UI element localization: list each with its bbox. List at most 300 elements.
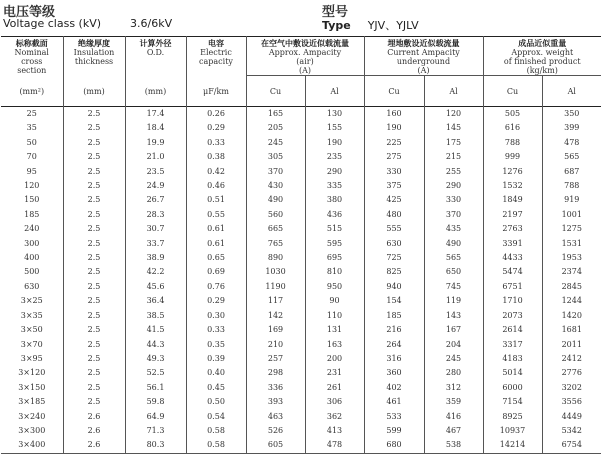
cell-section: 240	[1, 222, 63, 236]
col-group-air-cn: 在空气中敷设近似载流量	[261, 38, 349, 48]
cell-weight-cu: 3317	[483, 338, 542, 352]
cell-od: 49.3	[125, 352, 186, 366]
col-header-section	[1, 37, 63, 107]
table-row	[1, 208, 601, 222]
cell-underground-al: 467	[424, 424, 483, 438]
table-row	[1, 338, 601, 352]
cell-od: 30.7	[125, 222, 186, 236]
cell-air-cu: 165	[246, 107, 305, 122]
cell-insulation: 2.5	[63, 395, 125, 409]
cell-od: 24.9	[125, 179, 186, 193]
cell-od: 41.5	[125, 323, 186, 337]
table-row	[1, 424, 601, 438]
cell-underground-al: 215	[424, 150, 483, 164]
cell-underground-cu: 725	[364, 251, 424, 265]
cell-weight-al: 350	[542, 107, 601, 122]
cell-section: 50	[1, 136, 63, 150]
cell-underground-cu: 940	[364, 280, 424, 294]
cell-air-al: 90	[305, 294, 364, 308]
cell-air-al: 200	[305, 352, 364, 366]
cell-weight-cu: 10937	[483, 424, 542, 438]
cell-weight-al: 2845	[542, 280, 601, 294]
cell-underground-al: 745	[424, 280, 483, 294]
cell-capacity: 0.38	[186, 150, 246, 164]
cell-section: 70	[1, 150, 63, 164]
col-header-air-al: Al	[305, 76, 364, 107]
cell-air-cu: 305	[246, 150, 305, 164]
cell-air-al: 362	[305, 410, 364, 424]
cell-od: 17.4	[125, 107, 186, 122]
cell-insulation: 2.5	[63, 136, 125, 150]
col-header-section-en-3: section	[17, 66, 47, 75]
cell-capacity: 0.69	[186, 265, 246, 279]
table-row	[1, 165, 601, 179]
col-header-insulation-unit: (mm)	[83, 87, 105, 96]
cell-weight-al: 1001	[542, 208, 601, 222]
cell-air-al: 110	[305, 309, 364, 323]
col-header-underground-al: Al	[424, 76, 483, 107]
col-header-air-cu: Cu	[246, 76, 305, 107]
cell-air-cu: 526	[246, 424, 305, 438]
cell-air-cu: 169	[246, 323, 305, 337]
cell-weight-al: 1531	[542, 237, 601, 251]
cell-underground-al: 330	[424, 193, 483, 207]
cell-insulation: 2.5	[63, 237, 125, 251]
cell-weight-al: 788	[542, 179, 601, 193]
table-row	[1, 395, 601, 409]
cell-weight-cu: 1710	[483, 294, 542, 308]
cell-capacity: 0.30	[186, 309, 246, 323]
col-header-section-cn: 标称截面	[15, 38, 48, 48]
cell-weight-al: 1244	[542, 294, 601, 308]
cell-air-cu: 298	[246, 366, 305, 380]
cell-insulation: 2.6	[63, 410, 125, 424]
cell-underground-al: 255	[424, 165, 483, 179]
cell-underground-cu: 160	[364, 107, 424, 122]
cell-underground-al: 650	[424, 265, 483, 279]
cell-insulation: 2.5	[63, 165, 125, 179]
cell-capacity: 0.55	[186, 208, 246, 222]
table-row	[1, 150, 601, 164]
cell-air-al: 131	[305, 323, 364, 337]
cell-air-cu: 1030	[246, 265, 305, 279]
cell-weight-cu: 616	[483, 121, 542, 135]
cell-section: 25	[1, 107, 63, 122]
col-group-underground-en-2: underground	[396, 57, 451, 66]
cell-underground-cu: 375	[364, 179, 424, 193]
cell-od: 33.7	[125, 237, 186, 251]
cell-insulation: 2.6	[63, 438, 125, 453]
table-row	[1, 237, 601, 251]
voltage-class-label-en: Voltage class (kV)	[3, 17, 102, 30]
table-row	[1, 366, 601, 380]
cell-air-cu: 257	[246, 352, 305, 366]
cell-od: 28.3	[125, 208, 186, 222]
cell-air-cu: 210	[246, 338, 305, 352]
cell-capacity: 0.33	[186, 136, 246, 150]
cell-air-al: 695	[305, 251, 364, 265]
cell-weight-cu: 1532	[483, 179, 542, 193]
cell-underground-cu: 264	[364, 338, 424, 352]
cell-section: 3×50	[1, 323, 63, 337]
cell-section: 3×185	[1, 395, 63, 409]
table-row	[1, 438, 601, 453]
cell-insulation: 2.5	[63, 193, 125, 207]
cell-air-al: 261	[305, 381, 364, 395]
cell-insulation: 2.5	[63, 381, 125, 395]
cell-weight-al: 1681	[542, 323, 601, 337]
col-group-underground-cn: 埋地敷设近似载流量	[387, 38, 460, 48]
cell-underground-cu: 275	[364, 150, 424, 164]
col-header-weight-cu: Cu	[483, 76, 542, 107]
cell-underground-cu: 330	[364, 165, 424, 179]
cell-od: 38.5	[125, 309, 186, 323]
cell-section: 150	[1, 193, 63, 207]
col-header-insulation-en-2: thickness	[74, 57, 114, 66]
col-header-section-en-1: Nominal	[14, 48, 49, 57]
cell-section: 3×240	[1, 410, 63, 424]
cell-weight-al: 1275	[542, 222, 601, 236]
cell-underground-cu: 630	[364, 237, 424, 251]
cell-capacity: 0.65	[186, 251, 246, 265]
cell-air-al: 595	[305, 237, 364, 251]
cell-capacity: 0.61	[186, 222, 246, 236]
cell-weight-cu: 6751	[483, 280, 542, 294]
cell-weight-al: 2011	[542, 338, 601, 352]
cell-capacity: 0.58	[186, 424, 246, 438]
col-header-insulation	[63, 37, 125, 107]
cell-underground-al: 538	[424, 438, 483, 453]
cell-insulation: 2.5	[63, 352, 125, 366]
cell-capacity: 0.61	[186, 237, 246, 251]
col-group-underground	[364, 37, 483, 76]
cell-capacity: 0.33	[186, 323, 246, 337]
cell-underground-cu: 216	[364, 323, 424, 337]
cell-air-al: 231	[305, 366, 364, 380]
cell-weight-al: 1953	[542, 251, 601, 265]
cell-section: 630	[1, 280, 63, 294]
table-row	[1, 352, 601, 366]
cell-underground-cu: 680	[364, 438, 424, 453]
cell-weight-cu: 4433	[483, 251, 542, 265]
cell-section: 3×95	[1, 352, 63, 366]
cell-weight-cu: 999	[483, 150, 542, 164]
cell-section: 95	[1, 165, 63, 179]
table-row	[1, 222, 601, 236]
table-row	[1, 323, 601, 337]
cell-air-al: 190	[305, 136, 364, 150]
cell-underground-al: 490	[424, 237, 483, 251]
cell-air-al: 380	[305, 193, 364, 207]
cell-underground-cu: 480	[364, 208, 424, 222]
cell-underground-cu: 225	[364, 136, 424, 150]
cell-section: 3×120	[1, 366, 63, 380]
cell-air-cu: 370	[246, 165, 305, 179]
cell-section: 3×400	[1, 438, 63, 453]
col-header-capacity-cn: 电容	[208, 38, 224, 48]
col-group-underground-en-1: Current Ampacity	[387, 48, 460, 57]
col-header-od	[125, 37, 186, 107]
cell-air-cu: 490	[246, 193, 305, 207]
cell-underground-al: 359	[424, 395, 483, 409]
cell-weight-cu: 2763	[483, 222, 542, 236]
cell-underground-cu: 154	[364, 294, 424, 308]
cell-underground-cu: 316	[364, 352, 424, 366]
cell-air-al: 515	[305, 222, 364, 236]
cell-capacity: 0.51	[186, 193, 246, 207]
col-group-weight-en-3: (kg/km)	[526, 66, 558, 75]
table-row	[1, 251, 601, 265]
col-header-capacity-unit: μF/km	[203, 87, 229, 96]
table-row	[1, 280, 601, 294]
cell-air-al: 155	[305, 121, 364, 135]
cell-air-cu: 336	[246, 381, 305, 395]
cell-capacity: 0.42	[186, 165, 246, 179]
cell-weight-al: 3556	[542, 395, 601, 409]
col-header-section-en-2: cross	[21, 57, 43, 66]
cell-air-al: 163	[305, 338, 364, 352]
cell-weight-al: 478	[542, 136, 601, 150]
cell-air-al: 130	[305, 107, 364, 122]
cell-underground-al: 435	[424, 222, 483, 236]
cell-underground-al: 204	[424, 338, 483, 352]
table-row	[1, 265, 601, 279]
cell-underground-cu: 461	[364, 395, 424, 409]
cable-spec-table-body	[1, 107, 601, 454]
col-group-weight-en-1: Approx. weight	[511, 48, 574, 57]
cell-air-cu: 463	[246, 410, 305, 424]
cell-air-al: 335	[305, 179, 364, 193]
cell-weight-cu: 5014	[483, 366, 542, 380]
cell-section: 400	[1, 251, 63, 265]
cell-weight-al: 6754	[542, 438, 601, 453]
cell-capacity: 0.58	[186, 438, 246, 453]
cell-weight-al: 2776	[542, 366, 601, 380]
cell-air-cu: 205	[246, 121, 305, 135]
cell-section: 300	[1, 237, 63, 251]
cell-section: 3×300	[1, 424, 63, 438]
col-header-od-en: O.D.	[146, 48, 165, 57]
cell-air-cu: 765	[246, 237, 305, 251]
cell-weight-al: 399	[542, 121, 601, 135]
col-header-underground-cu: Cu	[364, 76, 424, 107]
cell-capacity: 0.40	[186, 366, 246, 380]
cell-insulation: 2.5	[63, 294, 125, 308]
table-row	[1, 309, 601, 323]
cell-weight-al: 565	[542, 150, 601, 164]
cell-air-cu: 890	[246, 251, 305, 265]
cell-insulation: 2.5	[63, 222, 125, 236]
cell-weight-al: 2412	[542, 352, 601, 366]
cell-weight-cu: 7154	[483, 395, 542, 409]
cell-weight-al: 1420	[542, 309, 601, 323]
cell-air-cu: 117	[246, 294, 305, 308]
cell-air-al: 413	[305, 424, 364, 438]
cell-weight-al: 2374	[542, 265, 601, 279]
cell-insulation: 2.5	[63, 208, 125, 222]
cell-air-al: 810	[305, 265, 364, 279]
table-row	[1, 121, 601, 135]
cell-section: 3×35	[1, 309, 63, 323]
col-header-insulation-en-1: Insulation	[73, 48, 115, 57]
col-header-weight-al: Al	[542, 76, 601, 107]
col-header-capacity-en-1: Electric	[200, 48, 232, 57]
cell-section: 35	[1, 121, 63, 135]
col-group-air-en-1: Approx. Ampacity	[268, 48, 342, 57]
cell-underground-al: 280	[424, 366, 483, 380]
cell-weight-cu: 3391	[483, 237, 542, 251]
cell-capacity: 0.76	[186, 280, 246, 294]
cell-underground-al: 143	[424, 309, 483, 323]
cell-capacity: 0.29	[186, 121, 246, 135]
col-group-air-en-2: (air)	[296, 57, 314, 66]
cell-od: 21.0	[125, 150, 186, 164]
cell-od: 38.9	[125, 251, 186, 265]
table-row	[1, 410, 601, 424]
cell-od: 80.3	[125, 438, 186, 453]
cable-spec-table	[1, 36, 601, 454]
cell-section: 3×25	[1, 294, 63, 308]
cell-air-cu: 430	[246, 179, 305, 193]
cell-weight-al: 3202	[542, 381, 601, 395]
cell-insulation: 2.5	[63, 179, 125, 193]
cell-weight-al: 5342	[542, 424, 601, 438]
type-label-en: Type	[322, 19, 351, 32]
cell-underground-al: 145	[424, 121, 483, 135]
cell-section: 3×70	[1, 338, 63, 352]
cell-air-cu: 605	[246, 438, 305, 453]
cell-underground-al: 245	[424, 352, 483, 366]
cell-air-al: 290	[305, 165, 364, 179]
cell-insulation: 2.5	[63, 338, 125, 352]
cell-underground-cu: 555	[364, 222, 424, 236]
cell-insulation: 2.5	[63, 280, 125, 294]
cell-od: 44.3	[125, 338, 186, 352]
table-row	[1, 107, 601, 122]
cell-air-al: 306	[305, 395, 364, 409]
cell-underground-al: 312	[424, 381, 483, 395]
cell-underground-al: 290	[424, 179, 483, 193]
voltage-class-value: 3.6/6kV	[130, 17, 173, 30]
table-row	[1, 179, 601, 193]
cell-capacity: 0.54	[186, 410, 246, 424]
cell-insulation: 2.5	[63, 366, 125, 380]
cell-underground-al: 370	[424, 208, 483, 222]
cell-underground-al: 120	[424, 107, 483, 122]
col-header-capacity	[186, 37, 246, 107]
cell-air-cu: 245	[246, 136, 305, 150]
cell-capacity: 0.50	[186, 395, 246, 409]
cell-od: 42.2	[125, 265, 186, 279]
cell-air-al: 436	[305, 208, 364, 222]
cell-underground-al: 119	[424, 294, 483, 308]
cell-weight-al: 687	[542, 165, 601, 179]
cell-weight-al: 4449	[542, 410, 601, 424]
cell-weight-cu: 14214	[483, 438, 542, 453]
cell-capacity: 0.45	[186, 381, 246, 395]
cell-capacity: 0.26	[186, 107, 246, 122]
cell-capacity: 0.29	[186, 294, 246, 308]
type-title-cn: 型号	[322, 5, 349, 20]
cell-od: 18.4	[125, 121, 186, 135]
cell-insulation: 2.5	[63, 107, 125, 122]
cell-insulation: 2.5	[63, 309, 125, 323]
cell-underground-cu: 533	[364, 410, 424, 424]
cell-section: 3×150	[1, 381, 63, 395]
col-header-insulation-cn: 绝缘厚度	[78, 38, 110, 48]
cell-air-cu: 1190	[246, 280, 305, 294]
type-value: YJV、YJLV	[367, 19, 419, 32]
col-group-underground-en-3: (A)	[417, 66, 430, 75]
table-row	[1, 294, 601, 308]
cell-capacity: 0.35	[186, 338, 246, 352]
cell-od: 45.6	[125, 280, 186, 294]
cell-air-cu: 393	[246, 395, 305, 409]
cell-weight-cu: 788	[483, 136, 542, 150]
cell-underground-cu: 425	[364, 193, 424, 207]
cell-od: 19.9	[125, 136, 186, 150]
type-label	[322, 17, 419, 33]
cell-weight-cu: 6000	[483, 381, 542, 395]
col-group-air-en-3: (A)	[298, 66, 312, 75]
cell-air-al: 950	[305, 280, 364, 294]
table-row	[1, 136, 601, 150]
cell-underground-al: 565	[424, 251, 483, 265]
cell-weight-cu: 1276	[483, 165, 542, 179]
col-header-od-cn: 计算外径	[139, 38, 172, 48]
cell-weight-cu: 2614	[483, 323, 542, 337]
cell-section: 120	[1, 179, 63, 193]
cell-underground-cu: 599	[364, 424, 424, 438]
col-header-od-unit: (mm)	[144, 87, 167, 96]
cell-od: 36.4	[125, 294, 186, 308]
cell-weight-cu: 1849	[483, 193, 542, 207]
cell-capacity: 0.46	[186, 179, 246, 193]
col-group-weight-en-2: of finished product	[503, 57, 581, 66]
cell-weight-al: 919	[542, 193, 601, 207]
cell-od: 52.5	[125, 366, 186, 380]
table-row	[1, 381, 601, 395]
cell-section: 185	[1, 208, 63, 222]
cell-od: 23.5	[125, 165, 186, 179]
cell-weight-cu: 505	[483, 107, 542, 122]
cell-insulation: 2.5	[63, 323, 125, 337]
cell-underground-al: 167	[424, 323, 483, 337]
cell-weight-cu: 8925	[483, 410, 542, 424]
cell-weight-cu: 2073	[483, 309, 542, 323]
cable-spec-table-wrapper	[1, 36, 601, 454]
cell-underground-cu: 825	[364, 265, 424, 279]
cell-od: 71.3	[125, 424, 186, 438]
cell-insulation: 2.5	[63, 251, 125, 265]
cell-weight-cu: 2197	[483, 208, 542, 222]
voltage-class-label	[3, 17, 172, 30]
col-group-weight-cn: 成品近似重量	[518, 38, 567, 48]
cell-insulation: 2.5	[63, 265, 125, 279]
cell-od: 59.8	[125, 395, 186, 409]
cell-underground-cu: 185	[364, 309, 424, 323]
cell-air-al: 478	[305, 438, 364, 453]
cell-capacity: 0.39	[186, 352, 246, 366]
table-row	[1, 193, 601, 207]
cell-od: 64.9	[125, 410, 186, 424]
cell-insulation: 2.5	[63, 121, 125, 135]
cell-weight-cu: 4183	[483, 352, 542, 366]
cell-insulation: 2.6	[63, 424, 125, 438]
cell-weight-cu: 5474	[483, 265, 542, 279]
cell-od: 26.7	[125, 193, 186, 207]
col-group-weight	[483, 37, 601, 76]
